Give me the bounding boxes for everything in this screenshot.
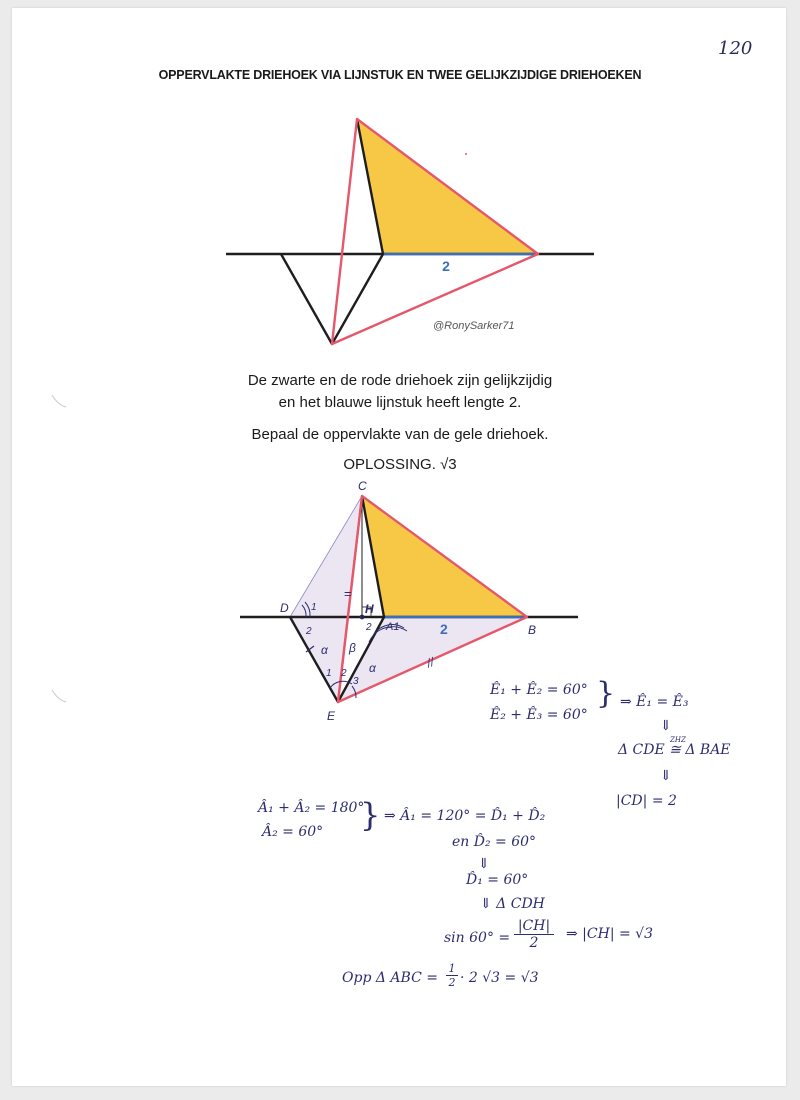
page-title: OPPERVLAKTE DRIEHOEK VIA LIJNSTUK EN TWEE GELIJKZIJDIGE DRIEHOEKEN (158, 68, 642, 82)
label-e2: 2 (341, 668, 347, 679)
brace-2: } (360, 796, 381, 834)
label-alpha-left: α (321, 643, 328, 657)
label-beta: β (349, 641, 356, 655)
page-number: 120 (718, 38, 753, 59)
label-d1: 1 (311, 602, 317, 613)
note-frac-num: |CH| (514, 918, 554, 935)
note-half (446, 962, 458, 989)
solution-label: OPLOSSING. (343, 456, 436, 473)
note-sin: sin 60° = (444, 930, 511, 946)
note-area-prefix: Opp Δ ABC = (342, 970, 438, 986)
note-arrow4: ⇓ Δ CDH (480, 896, 545, 912)
label-segment-2: 2 (440, 621, 448, 637)
note-ch: ⇒ |CH| = √3 (566, 926, 653, 942)
note-congr: Δ CDE ≅ Δ BAE (618, 742, 731, 758)
label-B: B (528, 623, 537, 637)
label-alpha-right: α (369, 661, 376, 675)
problem-question: Bepaal de oppervlakte van de gele driehoek. (251, 426, 549, 443)
note-cd: |CD| = 2 (616, 793, 677, 809)
note-frac (514, 918, 554, 951)
note-eq1: Ê₁ + Ê₂ = 60° (490, 682, 588, 698)
note-arrow3: ⇓ (478, 856, 490, 872)
note-half-num: 1 (446, 962, 458, 976)
note-arrow1: ⇓ (660, 718, 672, 734)
label-d2: 2 (306, 626, 312, 637)
equal-mark: = (344, 586, 352, 601)
note-d1: D̂₁ = 60° (466, 872, 529, 888)
note-arrow2: ⇓ (660, 768, 672, 784)
note-frac-den: 2 (529, 935, 539, 951)
label-A1: A1 (386, 621, 400, 633)
problem-line-1: De zwarte en de rode driehoek zijn gelijkzijdig (247, 372, 553, 389)
note-imp1: ⇒ Ê₁ = Ê₃ (620, 694, 689, 710)
note-area-suffix: · 2 √3 = √3 (460, 970, 539, 986)
solution-answer: √3 (440, 456, 457, 473)
brace-1: } (596, 676, 616, 711)
label-e3: 3 (353, 676, 359, 687)
note-eq3: Â₁ + Â₂ = 180° (258, 800, 365, 816)
tick-mark: // (424, 654, 436, 671)
label-e1: 1 (326, 668, 332, 679)
label-C: C (358, 479, 367, 493)
label-E: E (327, 709, 336, 723)
segment-length-label: 2 (442, 258, 450, 274)
label-H: H (365, 602, 374, 616)
note-imp2: ⇒ Â₁ = 120° = D̂₁ + D̂₂ (384, 808, 546, 824)
note-eq2: Ê₂ + Ê₃ = 60° (490, 707, 588, 723)
note-eq4: Â₂ = 60° (262, 824, 324, 840)
note-half-den: 2 (448, 976, 456, 989)
watermark: @RonySarker71 (433, 320, 515, 332)
label-D: D (280, 601, 289, 615)
note-congr-marker: ZHZ (670, 736, 686, 744)
problem-line-2: en het blauwe lijnstuk heeft lengte 2. (278, 394, 522, 411)
note-imp3: en D̂₂ = 60° (452, 834, 537, 850)
label-a2: 2 (366, 622, 372, 633)
